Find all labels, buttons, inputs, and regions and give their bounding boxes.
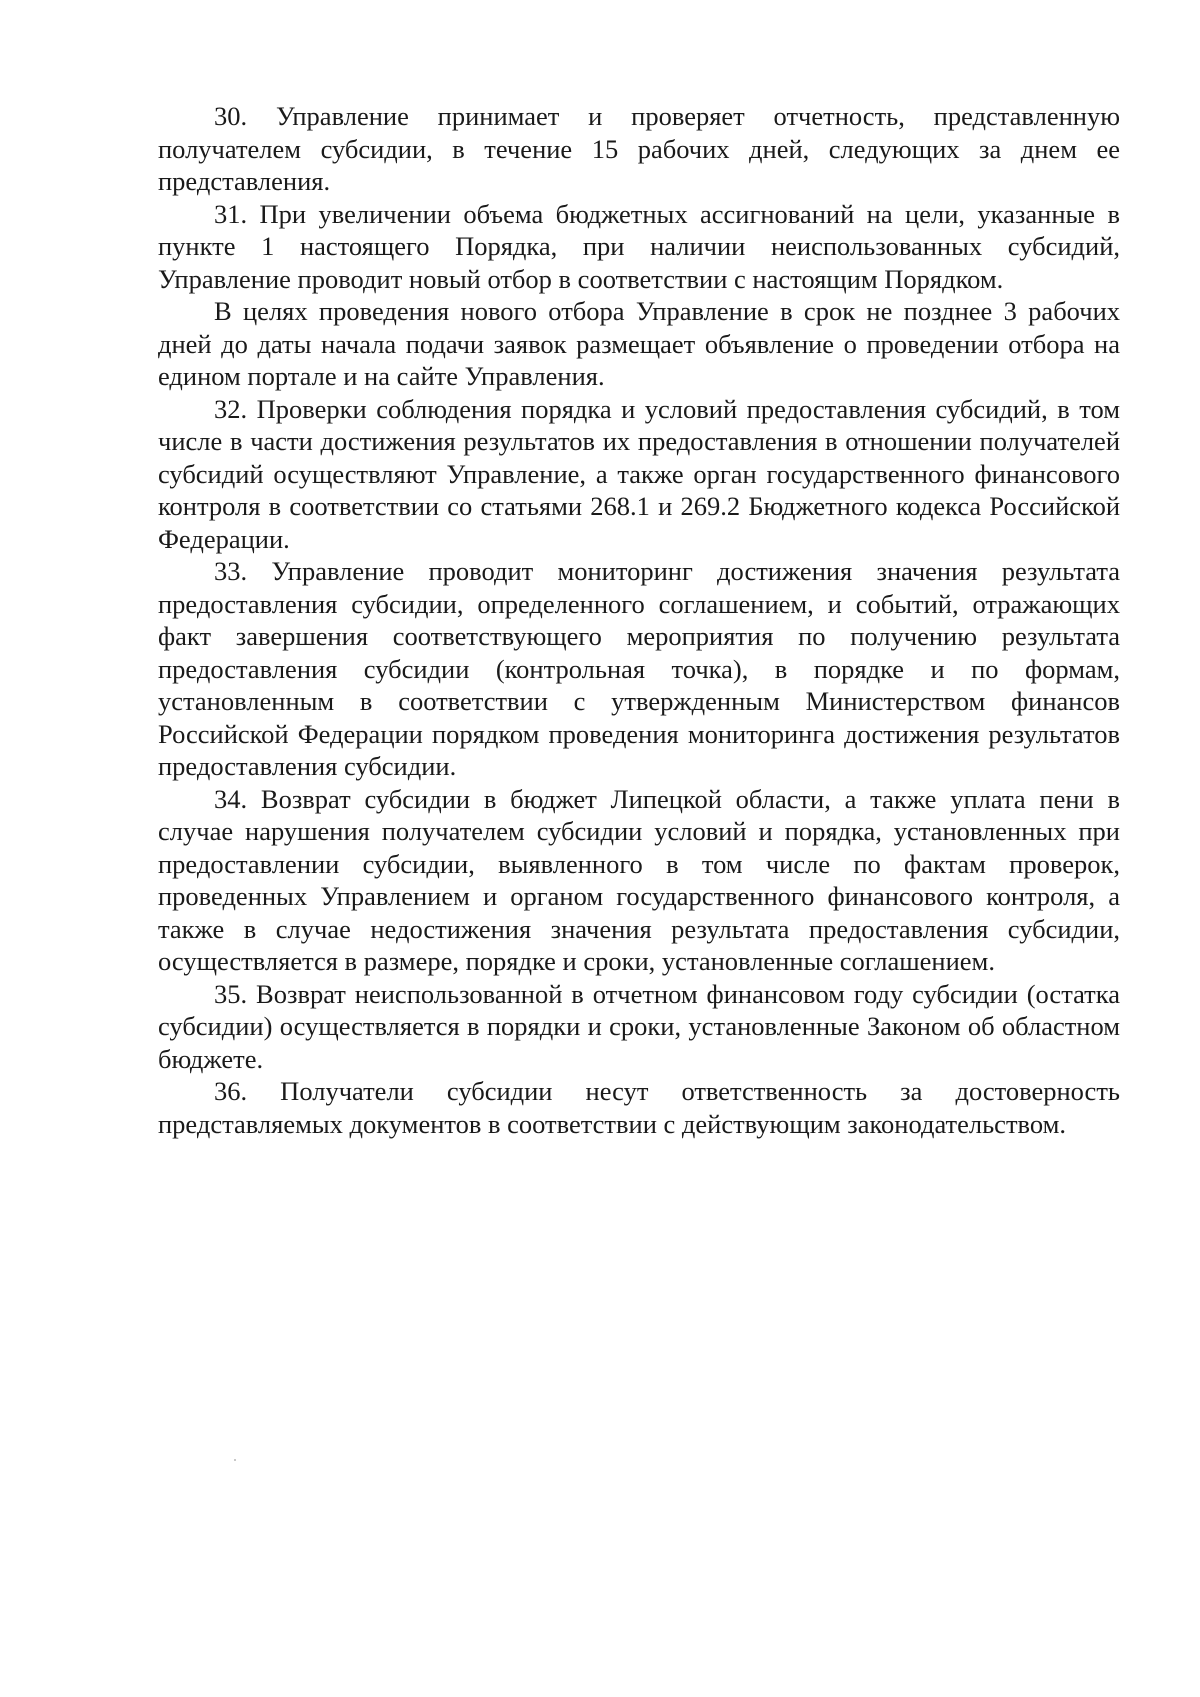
- paragraph-35: 35. Возврат неиспользованной в отчетном финансовом году субсидии (остатка субсидии) осуществляется в порядки и сроки, установленные Законом об областном бюджете.: [158, 978, 1120, 1074]
- paragraph-33: 33. Управление проводит мониторинг достижения значения результата предоставления субсидии, определенного соглашением, и событий, отражающих факт завершения соответствующего мероприятия по получению результата предоставления субсидии (контрольная точка), в порядке и по формам, установленным в соответствии с утвержденным Министерством финансов Российской Федерации порядком проведения мониторинга достижения результатов предоставления субсидии.: [158, 556, 1120, 781]
- scan-speck: [234, 1459, 236, 1461]
- paragraph-31: 31. При увеличении объема бюджетных ассигнований на цели, указанные в пункте 1 настоящего Порядка, при наличии неиспользованных субсидий, Управление проводит новый отбор в соответствии с настоящим Порядком.: [158, 198, 1120, 294]
- paragraph-34: 34. Возврат субсидии в бюджет Липецкой области, а также уплата пени в случае нарушения получателем субсидии условий и порядка, установленных при предоставлении субсидии, выявленного в том числе по фактам проверок, проведенных Управлением и органом государственного финансового контроля, а также в случае недостижения значения результата предоставления субсидии, осуществляется в размере, порядке и сроки, установленные соглашением.: [158, 783, 1120, 976]
- document-body: [158, 100, 1120, 1140]
- paragraph-36: 36. Получатели субсидии несут ответственность за достоверность представляемых документов в соответствии с действующим законодательством.: [158, 1076, 1120, 1139]
- paragraph-32: 32. Проверки соблюдения порядка и условий предоставления субсидий, в том числе в части достижения результатов их предоставления в отношении получателей субсидий осуществляют Управление, а также орган государственного финансового контроля в соответствии со статьями 268.1 и 269.2 Бюджетного кодекса Российской Федерации.: [158, 393, 1120, 554]
- paragraph-31-continuation: В целях проведения нового отбора Управление в срок не позднее 3 рабочих дней до даты начала подачи заявок размещает объявление о проведении отбора на едином портале и на сайте Управления.: [158, 296, 1120, 391]
- paragraph-30: 30. Управление принимает и проверяет отчетность, представленную получателем субсидии, в течение 15 рабочих дней, следующих за днем ее представления.: [158, 101, 1120, 196]
